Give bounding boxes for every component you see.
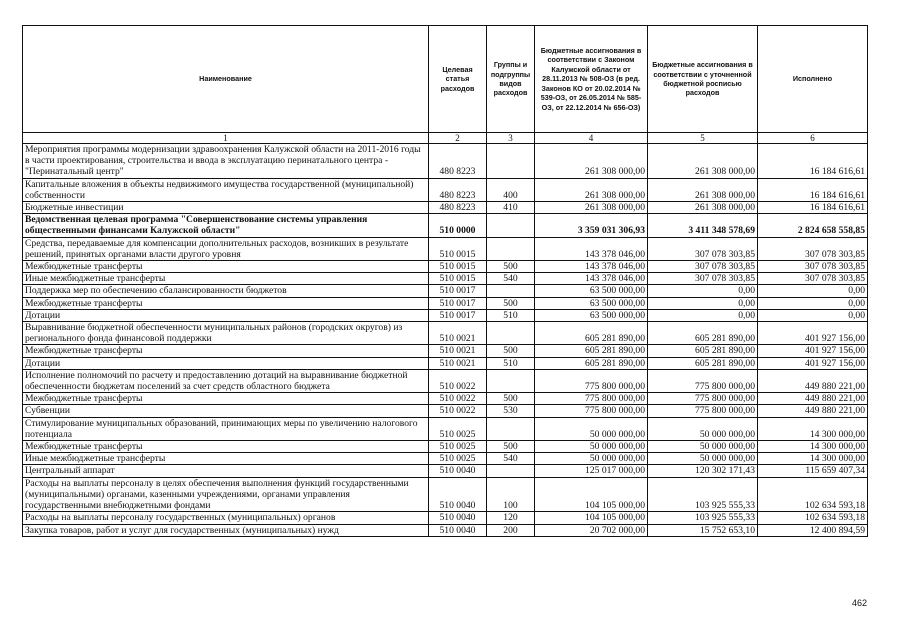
table-row: [23, 453, 868, 465]
row-executed: 2 824 658 558,85: [758, 214, 868, 237]
row-target-code: 510 0040: [429, 524, 487, 536]
row-group-code: 410: [487, 202, 535, 214]
row-group-code: 100: [487, 477, 535, 512]
row-group-code: 500: [487, 441, 535, 453]
row-group-code: [487, 465, 535, 477]
row-budget-law: 143 378 046,00: [535, 261, 648, 273]
row-name: Исполнение полномочий по расчету и предоставлению дотаций на выравнивание бюджетной обеспеченности бюджетам поселений за счет средств областного бюджета: [23, 369, 429, 392]
row-budget-refined: 103 925 555,33: [648, 477, 758, 512]
row-name: Дотации: [23, 309, 429, 321]
row-target-code: 480 8223: [429, 202, 487, 214]
row-target-code: 510 0040: [429, 477, 487, 512]
table-row: [23, 202, 868, 214]
row-target-code: 510 0040: [429, 465, 487, 477]
row-target-code: 510 0022: [429, 393, 487, 405]
table-row: [23, 214, 868, 237]
table-row: [23, 524, 868, 536]
row-name: Стимулирование муниципальных образований, принимающих меры по увеличению налогового потенциала: [23, 417, 429, 440]
row-executed: 14 300 000,00: [758, 417, 868, 440]
row-executed: 401 927 156,00: [758, 357, 868, 369]
row-budget-refined: 307 078 303,85: [648, 237, 758, 260]
row-budget-refined: 307 078 303,85: [648, 273, 758, 285]
row-group-code: [487, 322, 535, 345]
row-executed: 307 078 303,85: [758, 237, 868, 260]
row-budget-law: 143 378 046,00: [535, 273, 648, 285]
row-group-code: [487, 237, 535, 260]
row-budget-law: 261 308 000,00: [535, 202, 648, 214]
row-target-code: 510 0015: [429, 261, 487, 273]
row-budget-refined: 50 000 000,00: [648, 417, 758, 440]
column-number-row: [23, 133, 868, 144]
column-number: 1: [23, 133, 429, 144]
row-budget-refined: 775 800 000,00: [648, 369, 758, 392]
table-row: [23, 309, 868, 321]
row-budget-law: 261 308 000,00: [535, 178, 648, 201]
table-row: [23, 405, 868, 417]
row-budget-refined: 103 925 555,33: [648, 512, 758, 524]
row-budget-refined: 50 000 000,00: [648, 453, 758, 465]
row-executed: 102 634 593,18: [758, 477, 868, 512]
row-target-code: 510 0025: [429, 453, 487, 465]
row-budget-law: 261 308 000,00: [535, 144, 648, 179]
row-target-code: 510 0017: [429, 285, 487, 297]
row-group-code: 510: [487, 309, 535, 321]
row-budget-law: 143 378 046,00: [535, 237, 648, 260]
row-target-code: 510 0000: [429, 214, 487, 237]
row-name: Центральный аппарат: [23, 465, 429, 477]
row-budget-law: 50 000 000,00: [535, 453, 648, 465]
row-budget-refined: 120 302 171,43: [648, 465, 758, 477]
row-budget-refined: 775 800 000,00: [648, 393, 758, 405]
row-name: Поддержка мер по обеспечению сбалансированности бюджетов: [23, 285, 429, 297]
table-row: [23, 393, 868, 405]
table-row: [23, 512, 868, 524]
row-name: Расходы на выплаты персоналу государственных (муниципальных) органов: [23, 512, 429, 524]
row-executed: 0,00: [758, 285, 868, 297]
row-group-code: 400: [487, 178, 535, 201]
header-executed: Исполнено: [758, 26, 868, 133]
row-budget-refined: 605 281 890,00: [648, 345, 758, 357]
column-number: 4: [535, 133, 648, 144]
row-target-code: 480 8223: [429, 144, 487, 179]
table-row: [23, 441, 868, 453]
row-executed: 12 400 894,59: [758, 524, 868, 536]
page-number: 462: [851, 598, 867, 608]
table-row: [23, 285, 868, 297]
row-group-code: 500: [487, 297, 535, 309]
row-budget-law: 3 359 031 306,93: [535, 214, 648, 237]
row-group-code: [487, 369, 535, 392]
row-group-code: 500: [487, 393, 535, 405]
row-group-code: 510: [487, 357, 535, 369]
row-budget-refined: 605 281 890,00: [648, 322, 758, 345]
row-target-code: 510 0040: [429, 512, 487, 524]
row-name: Межбюджетные трансферты: [23, 345, 429, 357]
row-target-code: 510 0021: [429, 322, 487, 345]
row-executed: 102 634 593,18: [758, 512, 868, 524]
table-row: [23, 369, 868, 392]
row-name: Дотации: [23, 357, 429, 369]
row-budget-law: 605 281 890,00: [535, 322, 648, 345]
table-row: [23, 417, 868, 440]
row-executed: 0,00: [758, 297, 868, 309]
row-executed: 16 184 616,61: [758, 144, 868, 179]
row-target-code: 510 0021: [429, 357, 487, 369]
table-row: [23, 357, 868, 369]
row-name: Межбюджетные трансферты: [23, 393, 429, 405]
row-name: Иные межбюджетные трансферты: [23, 453, 429, 465]
row-target-code: 510 0025: [429, 417, 487, 440]
row-budget-law: 125 017 000,00: [535, 465, 648, 477]
row-group-code: 540: [487, 453, 535, 465]
header-name: Наименование: [23, 26, 429, 133]
row-budget-refined: 261 308 000,00: [648, 178, 758, 201]
row-target-code: 480 8223: [429, 178, 487, 201]
row-budget-refined: 3 411 348 578,69: [648, 214, 758, 237]
header-row: [23, 26, 868, 133]
column-number: 3: [487, 133, 535, 144]
row-target-code: 510 0015: [429, 237, 487, 260]
row-name: Межбюджетные трансферты: [23, 297, 429, 309]
row-group-code: [487, 144, 535, 179]
row-budget-law: 63 500 000,00: [535, 297, 648, 309]
row-name: Иные межбюджетные трансферты: [23, 273, 429, 285]
row-name: Выравнивание бюджетной обеспеченности муниципальных районов (городских округов) из регионального фонда финансовой поддержки: [23, 322, 429, 345]
row-group-code: [487, 285, 535, 297]
row-group-code: [487, 417, 535, 440]
row-executed: 449 880 221,00: [758, 405, 868, 417]
table-row: [23, 178, 868, 201]
row-target-code: 510 0021: [429, 345, 487, 357]
column-number: 5: [648, 133, 758, 144]
row-group-code: 200: [487, 524, 535, 536]
row-name: Межбюджетные трансферты: [23, 441, 429, 453]
row-executed: 401 927 156,00: [758, 345, 868, 357]
table-row: [23, 144, 868, 179]
row-group-code: 500: [487, 261, 535, 273]
table-row: [23, 345, 868, 357]
row-budget-law: 605 281 890,00: [535, 345, 648, 357]
table-row: [23, 273, 868, 285]
row-budget-refined: 0,00: [648, 297, 758, 309]
row-executed: 16 184 616,61: [758, 178, 868, 201]
row-budget-refined: 0,00: [648, 285, 758, 297]
row-budget-law: 775 800 000,00: [535, 369, 648, 392]
row-group-code: 540: [487, 273, 535, 285]
row-budget-law: 775 800 000,00: [535, 393, 648, 405]
column-number: 6: [758, 133, 868, 144]
row-executed: 307 078 303,85: [758, 273, 868, 285]
row-budget-law: 63 500 000,00: [535, 309, 648, 321]
row-target-code: 510 0025: [429, 441, 487, 453]
row-target-code: 510 0017: [429, 309, 487, 321]
row-budget-law: 104 105 000,00: [535, 477, 648, 512]
row-budget-refined: 775 800 000,00: [648, 405, 758, 417]
row-executed: 14 300 000,00: [758, 453, 868, 465]
row-budget-refined: 0,00: [648, 309, 758, 321]
header-groups: Группы и подгруппы видов расходов: [487, 26, 535, 133]
row-budget-law: 775 800 000,00: [535, 405, 648, 417]
row-executed: 0,00: [758, 309, 868, 321]
row-name: Мероприятия программы модернизации здравоохранения Калужской области на 2011-2016 годы в части проектирования, строительства и ввода в эксплуатацию перинатального центра - "Перинатальный центр": [23, 144, 429, 179]
row-name: Ведомственная целевая программа "Совершенствование системы управления общественными финансами Калужской области": [23, 214, 429, 237]
table-row: [23, 237, 868, 260]
row-target-code: 510 0017: [429, 297, 487, 309]
row-group-code: [487, 214, 535, 237]
row-budget-refined: 261 308 000,00: [648, 144, 758, 179]
row-name: Средства, передаваемые для компенсации дополнительных расходов, возникших в результате решений, принятых органами власти другого уровня: [23, 237, 429, 260]
table-row: [23, 477, 868, 512]
row-group-code: 530: [487, 405, 535, 417]
row-budget-refined: 261 308 000,00: [648, 202, 758, 214]
row-executed: 14 300 000,00: [758, 441, 868, 453]
row-budget-law: 63 500 000,00: [535, 285, 648, 297]
row-group-code: 120: [487, 512, 535, 524]
row-target-code: 510 0022: [429, 405, 487, 417]
table-row: [23, 297, 868, 309]
row-name: Субвенции: [23, 405, 429, 417]
row-name: Межбюджетные трансферты: [23, 261, 429, 273]
row-budget-refined: 605 281 890,00: [648, 357, 758, 369]
row-budget-refined: 307 078 303,85: [648, 261, 758, 273]
row-executed: 401 927 156,00: [758, 322, 868, 345]
header-target: Целевая статья расходов: [429, 26, 487, 133]
row-budget-law: 50 000 000,00: [535, 441, 648, 453]
column-number: 2: [429, 133, 487, 144]
budget-sheet: [22, 25, 867, 537]
row-executed: 16 184 616,61: [758, 202, 868, 214]
row-name: Закупка товаров, работ и услуг для государственных (муниципальных) нужд: [23, 524, 429, 536]
table-row: [23, 465, 868, 477]
row-name: Расходы на выплаты персоналу в целях обеспечения выполнения функций государственными (муниципальными) органами, казенными учреждениями, органами управления государственными внебюджетными фондами: [23, 477, 429, 512]
row-executed: 449 880 221,00: [758, 393, 868, 405]
row-budget-law: 50 000 000,00: [535, 417, 648, 440]
row-budget-law: 605 281 890,00: [535, 357, 648, 369]
row-budget-law: 104 105 000,00: [535, 512, 648, 524]
row-target-code: 510 0022: [429, 369, 487, 392]
row-budget-refined: 50 000 000,00: [648, 441, 758, 453]
budget-table: [22, 25, 868, 537]
row-budget-refined: 15 752 653,10: [648, 524, 758, 536]
row-executed: 115 659 407,34: [758, 465, 868, 477]
row-executed: 307 078 303,85: [758, 261, 868, 273]
row-group-code: 500: [487, 345, 535, 357]
table-row: [23, 322, 868, 345]
row-budget-law: 20 702 000,00: [535, 524, 648, 536]
row-target-code: 510 0015: [429, 273, 487, 285]
table-row: [23, 261, 868, 273]
row-executed: 449 880 221,00: [758, 369, 868, 392]
header-budget-refined: Бюджетные ассигнования в соответствии с уточненной бюджетной росписью расходов: [648, 26, 758, 133]
row-name: Бюджетные инвестиции: [23, 202, 429, 214]
header-budget-law: Бюджетные ассигнования в соответствии с Законом Калужской области от 28.11.2013 № 508-ОЗ (в ред. Законов КО от 20.02.2014 № 539-ОЗ, от 26.05.2014 № 585-ОЗ, от 22.12.2014 № 656-ОЗ): [535, 26, 648, 133]
row-name: Капитальные вложения в объекты недвижимого имущества государственной (муниципальной) собственности: [23, 178, 429, 201]
